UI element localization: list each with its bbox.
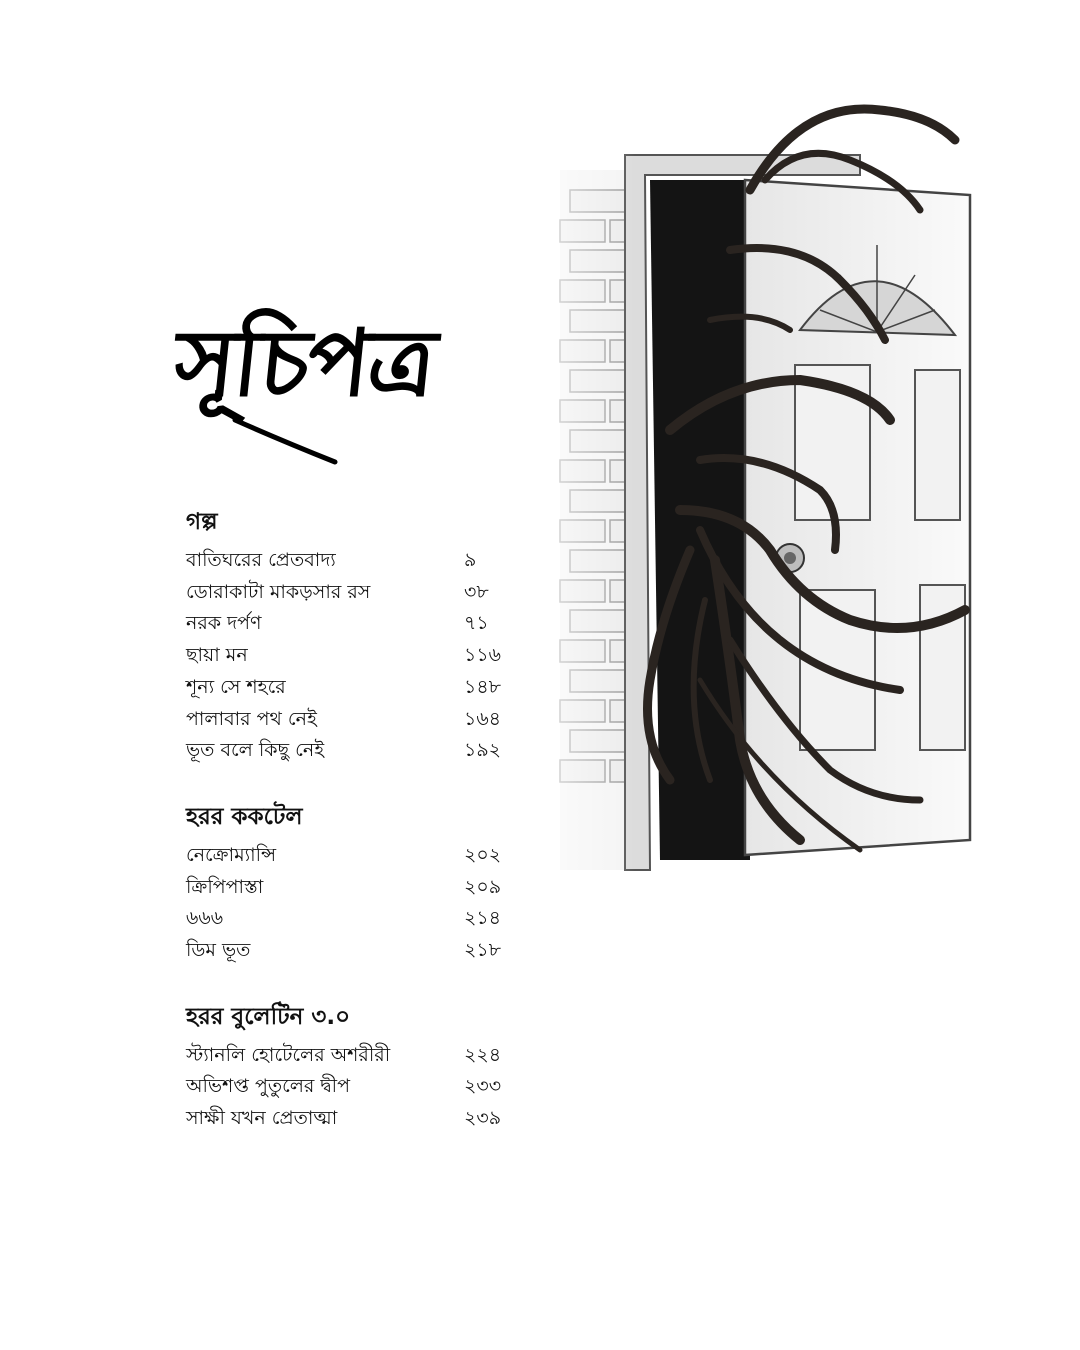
- entry-page-number: ১১৬: [464, 644, 502, 667]
- entry-page-number: ১৪৮: [464, 675, 501, 698]
- entry-page-number: ২৩৯: [464, 1107, 502, 1130]
- toc-section-horror-bulletin: [186, 1000, 526, 1135]
- entry-page-number: ২৩৩: [464, 1075, 502, 1098]
- entry-title: নরক দর্পণ: [186, 612, 262, 635]
- entry-title: অভিশপ্ত পুতুলের দ্বীপ: [186, 1075, 351, 1098]
- entry-page-number: ২১৪: [464, 907, 502, 930]
- section-heading: গল্প: [186, 509, 218, 535]
- toc-entry[interactable]: [186, 1040, 526, 1072]
- toc-entry[interactable]: [186, 840, 526, 872]
- entry-page-number: ১৬৪: [464, 707, 502, 730]
- toc-entry[interactable]: [186, 672, 526, 704]
- door-tentacles-illustration: [500, 80, 1040, 900]
- toc-entry[interactable]: [186, 608, 526, 640]
- entry-page-number: ৭১: [464, 612, 489, 635]
- entry-title: বাতিঘরের প্রেতবাদ্য: [186, 549, 336, 571]
- entry-title: ছায়া মন: [186, 644, 248, 667]
- entry-title: ৬৬৬: [186, 907, 224, 930]
- entry-title: সাক্ষী যখন প্রেতাত্মা: [186, 1107, 338, 1130]
- toc-entry[interactable]: [186, 872, 526, 904]
- toc-entry[interactable]: [186, 545, 526, 577]
- toc-entry[interactable]: [186, 903, 526, 935]
- toc-entry[interactable]: [186, 577, 526, 609]
- entry-title: ডিম ভূত: [186, 939, 251, 962]
- entry-title: শূন্য সে শহরে: [186, 675, 286, 698]
- section-heading: হরর বুলেটিন ৩.০: [186, 1003, 351, 1030]
- entry-page-number: ২০২: [464, 843, 502, 866]
- entry-page-number: ২১৮: [464, 939, 502, 962]
- entry-title: স্ট্যানলি হোটেলের অশরীরী: [186, 1043, 391, 1066]
- toc-section-horror-cocktail: [186, 800, 526, 967]
- entry-page-number: ৩৮: [464, 580, 489, 603]
- page-title: সূচিপত্র: [169, 310, 440, 417]
- entry-page-number: ১৯২: [464, 739, 502, 762]
- toc-entry[interactable]: [186, 1103, 526, 1135]
- entry-title: ভূত বলে কিছু নেই: [186, 739, 325, 762]
- title-flourish: [230, 400, 340, 470]
- entry-title: ক্রিপিপাস্তা: [186, 875, 264, 898]
- toc-entry[interactable]: [186, 935, 526, 967]
- entry-page-number: ২২৪: [464, 1043, 502, 1066]
- entry-title: ডোরাকাটা মাকড়সার রস: [186, 580, 371, 603]
- toc-entry[interactable]: [186, 735, 526, 767]
- toc-entry[interactable]: [186, 704, 526, 736]
- toc-section-stories: [186, 505, 526, 767]
- toc-entry[interactable]: [186, 640, 526, 672]
- entry-page-number: ৯: [464, 549, 477, 571]
- toc-entry[interactable]: [186, 1071, 526, 1103]
- entry-title: পালাবার পথ নেই: [186, 707, 317, 730]
- section-heading: হরর ককটেল: [186, 803, 303, 830]
- entry-page-number: ২০৯: [464, 875, 502, 898]
- table-of-contents: [186, 505, 526, 1168]
- entry-title: নেক্রোম্যান্সি: [186, 843, 277, 866]
